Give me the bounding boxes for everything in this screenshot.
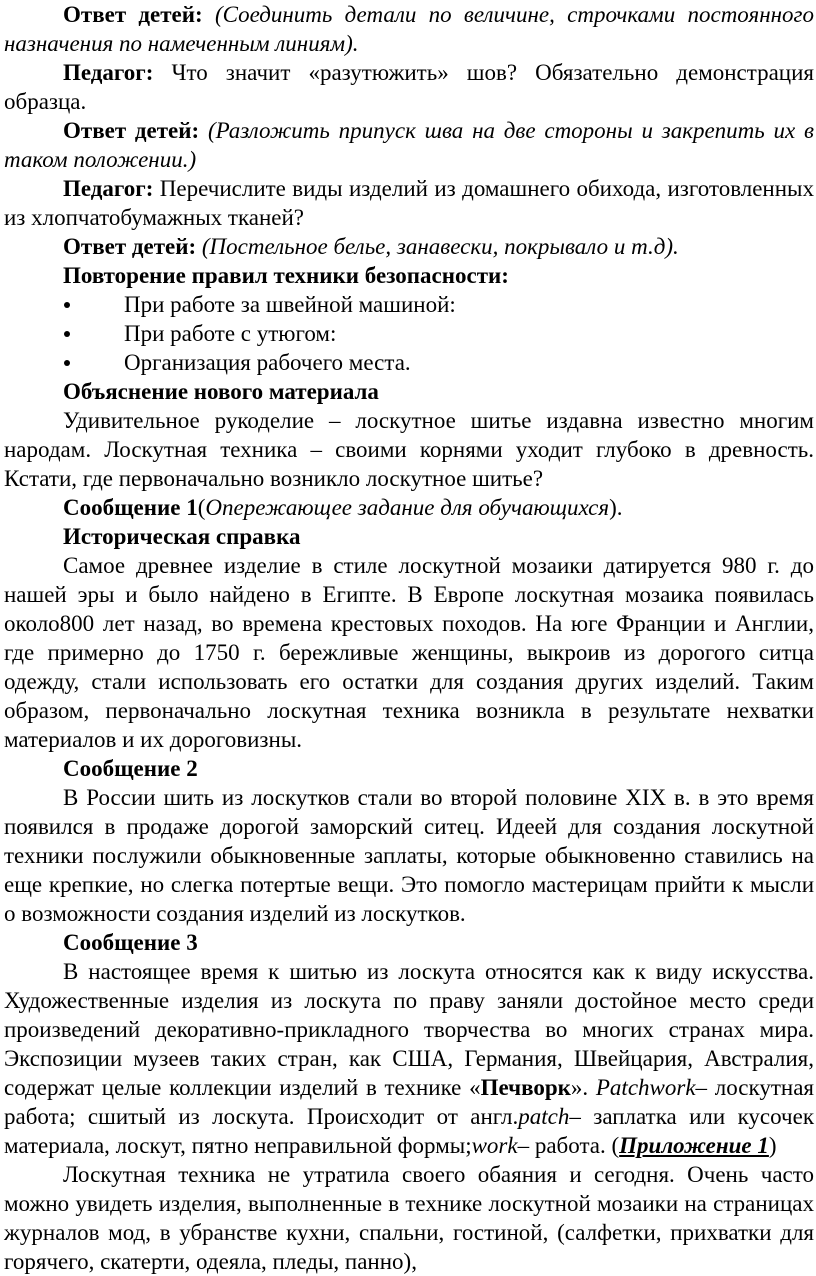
list-item — [4, 348, 814, 377]
term-pechvork: Печворк — [480, 1075, 571, 1100]
answer-paragraph-2 — [4, 116, 814, 174]
history-heading: Историческая справка — [63, 524, 301, 549]
message-3-heading: Сообщение 3 — [63, 930, 198, 955]
list-item-text: При работе с утюгом: — [124, 321, 337, 346]
teacher-text: Перечислите виды изделий из домашнего обихода, изготовленных из хлопчатобумажных тканей? — [4, 176, 815, 230]
message-2-heading: Сообщение 2 — [63, 756, 198, 781]
history-paragraph: Самое древнее изделие в стиле лоскутной мозаики датируется 980 г. до нашей эры и было найдено в Египте. В Европе лоскутная мозаика появилась около800 лет назад, во времена крестовых походов. На юге Франции и Англии, где примерно до 1750 г. бережливые женщины, выкроив из дорогого ситца одежду, стали использовать его остатки для создания других изделий. Таким образом, первоначально лоскутная техника возникла в результате нехватки материалов и их дороговизны. — [4, 553, 814, 752]
teacher-paragraph-1 — [4, 58, 814, 116]
message-note: Опережающее задание для обучающихся — [205, 495, 610, 520]
term-work: work — [471, 1133, 518, 1158]
speaker-label: Ответ детей: — [63, 234, 197, 259]
text-run: ». — [570, 1075, 596, 1100]
text-run: – лоскутная работа; сшитый из лоскута. Происходит от англ. — [4, 1075, 814, 1129]
bullet-icon — [64, 302, 70, 308]
list-item — [4, 319, 814, 348]
paren-open: ( — [197, 495, 206, 520]
text-run: – работа. ( — [517, 1133, 620, 1158]
teacher-text: Что значит «разутюжить» шов? Обязательно демонстрация образца. — [4, 60, 814, 114]
term-patch: patch — [518, 1104, 570, 1129]
teacher-paragraph-2 — [4, 174, 814, 232]
bullet-icon — [64, 331, 70, 337]
speaker-label: Педагог: — [63, 176, 154, 201]
bullet-icon — [64, 360, 70, 366]
message-1-line — [4, 493, 814, 522]
safety-list — [4, 290, 814, 377]
answer-paragraph-3 — [4, 232, 814, 261]
answer-text: (Постельное белье, занавески, покрывало и т.д). — [201, 234, 679, 259]
answer-paragraph-1 — [4, 0, 814, 58]
list-item-text: Организация рабочего места. — [124, 350, 411, 375]
text-run: – заплатка или кусочек материала, лоскут, пятно неправильной формы; — [4, 1104, 814, 1158]
answer-text: (Разложить припуск шва на две стороны и закрепить их в таком положении.) — [4, 118, 814, 172]
speaker-label: Ответ детей: — [63, 118, 200, 143]
message-2-paragraph: В России шить из лоскутков стали во второй половине XIX в. в это время появился в продаже дорогой заморский ситец. Идеей для создания лоскутной техники послужили обыкновенные заплаты, которые обыкновенно ставились на еще крепкие, но слегка потертые вещи. Это помогло мастерицам прийти к мысли о возможности создания изделий из лоскутков. — [4, 785, 814, 926]
paren-close: ). — [609, 495, 623, 520]
speaker-label: Ответ детей: — [63, 2, 203, 27]
term-patchwork: Patchwork — [595, 1075, 696, 1100]
new-material-heading: Объяснение нового материала — [63, 379, 379, 404]
text-run: ) — [768, 1133, 777, 1158]
answer-text: (Соединить детали по величине, строчками постоянного назначения по намеченным линиям). — [4, 2, 814, 56]
message-3-paragraph — [4, 957, 814, 1160]
final-paragraph: Лоскутная техника не утратила своего обаяния и сегодня. Очень часто можно увидеть изделия, выполненные в технике лоскутной мозаики на страницах журналов мод, в убранстве кухни, спальни, гостиной, (салфетки, прихватки для горячего, скатерти, одеяла, пледы, панно), — [4, 1162, 814, 1274]
safety-heading: Повторение правил техники безопасности: — [63, 263, 509, 288]
speaker-label: Педагог: — [63, 60, 154, 85]
intro-paragraph: Удивительное рукоделие – лоскутное шитье издавна известно многим народам. Лоскутная техника – своими корнями уходит глубоко в древность. Кстати, где первоначально возникло лоскутное шитье? — [4, 408, 814, 491]
appendix-link[interactable]: Приложение 1 — [619, 1133, 769, 1158]
text-run: В настоящее время к шитью из лоскута относятся как к виду искусства. Художественные изделия из лоскута по праву заняли достойное место среди произведений декоративно-прикладного творчества во многих странах мира. Экспозиции музеев таких стран, как США, Германия, Швейцария, Австралия, содержат целые коллекции изделий в технике « — [4, 959, 814, 1100]
message-label: Сообщение 1 — [63, 495, 198, 520]
list-item — [4, 290, 814, 319]
list-item-text: При работе за швейной машиной: — [124, 292, 456, 317]
